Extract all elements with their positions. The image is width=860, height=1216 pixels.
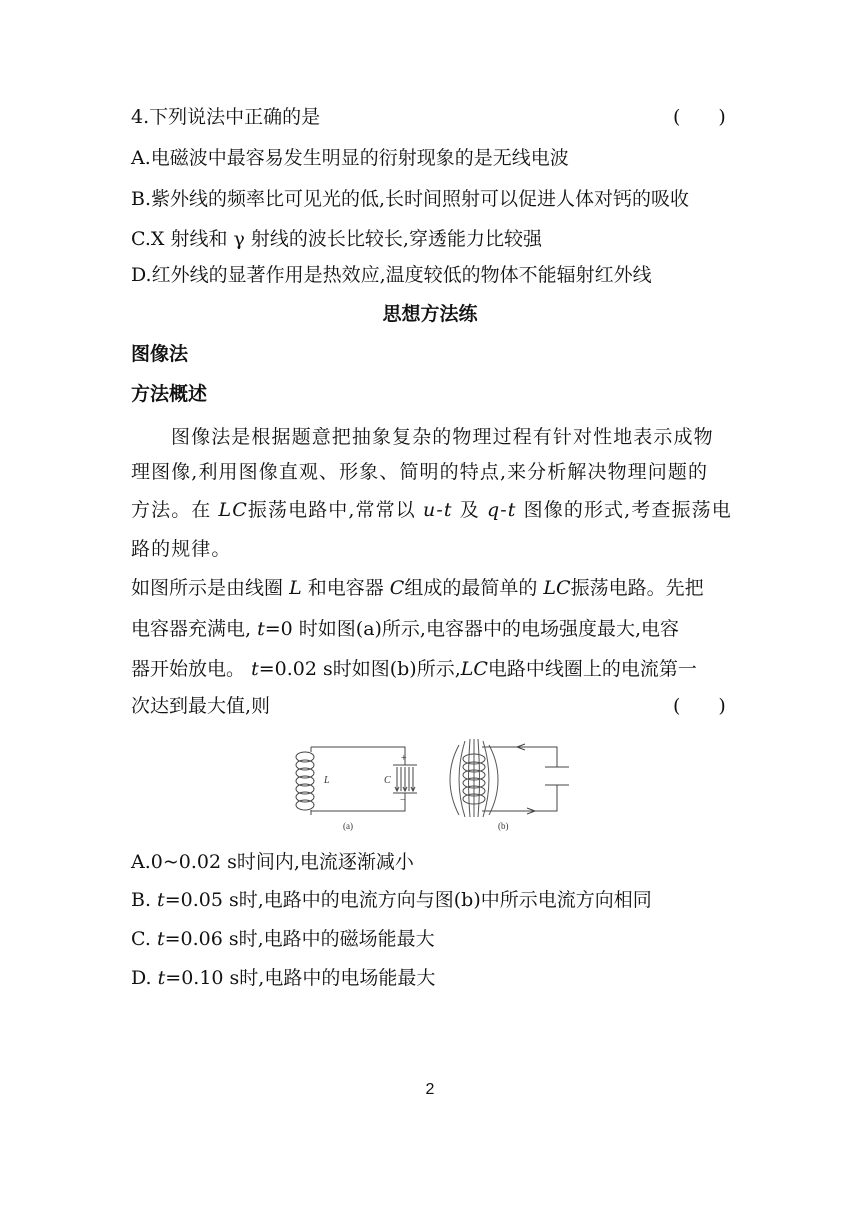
q5-option-c: C. t=0.06 s时,电路中的磁场能最大 — [131, 928, 435, 950]
q4-stem: 4.下列说法中正确的是 — [131, 106, 321, 128]
overview-title: 方法概述 — [131, 383, 208, 405]
q5-stem-line-3: 器开始放电。 t=0.02 s时如图(b)所示,LC电路中线圈上的电流第一 — [131, 658, 697, 680]
section-title: 思想方法练 — [382, 303, 478, 325]
lc-circuit-diagram — [287, 737, 577, 837]
page-number: 2 — [425, 1081, 435, 1098]
lc-circuit-figure — [287, 737, 577, 841]
q4-option-d: D.红外线的显著作用是热效应,温度较低的物体不能辐射红外线 — [131, 264, 652, 286]
label-L: L — [324, 775, 330, 786]
q4-option-a: A.电磁波中最容易发生明显的衍射现象的是无线电波 — [131, 147, 569, 169]
label-plus: + — [401, 753, 407, 764]
overview-line-1: 图像法是根据题意把抽象复杂的物理过程有针对性地表示成物 — [171, 426, 714, 448]
label-b: (b) — [498, 821, 509, 831]
q5-option-d: D. t=0.10 s时,电路中的电场能最大 — [131, 967, 436, 989]
method-title: 图像法 — [131, 343, 189, 365]
label-a: (a) — [343, 821, 353, 831]
q5-stem-line-2: 电容器充满电, t=0 时如图(a)所示,电容器中的电场强度最大,电容 — [131, 618, 680, 640]
magnetic-field-lines — [450, 739, 498, 817]
q5-stem-line-4: 次达到最大值,则 — [131, 695, 271, 717]
q5-option-a: A.0~0.02 s时间内,电流逐渐减小 — [131, 851, 414, 873]
q5-stem-line-1: 如图所示是由线圈 L 和电容器 C组成的最简单的 LC振荡电路。先把 — [131, 577, 704, 599]
q4-option-c: C.X 射线和 γ 射线的波长比较长,穿透能力比较强 — [131, 228, 542, 250]
q5-option-b: B. t=0.05 s时,电路中的电流方向与图(b)中所示电流方向相同 — [131, 889, 652, 911]
label-C: C — [384, 775, 391, 786]
circuit-b — [450, 739, 569, 817]
coil-a — [296, 752, 314, 810]
label-minus: − — [400, 795, 406, 806]
overview-line-2: 理图像,利用图像直观、形象、简明的特点,来分析解决物理问题的 — [131, 461, 709, 483]
q4-answer-bracket: ( ) — [673, 106, 726, 128]
q5-answer-bracket: ( ) — [673, 695, 726, 717]
q4-option-b: B.紫外线的频率比可见光的低,长时间照射可以促进人体对钙的吸收 — [131, 188, 690, 210]
circuit-b-wires — [482, 747, 557, 811]
overview-line-3: 方法。在 LC振荡电路中,常常以 u-t 及 q-t 图像的形式,考查振荡电 — [131, 499, 732, 521]
overview-line-4: 路的规律。 — [131, 538, 232, 560]
circuit-a — [296, 747, 417, 815]
